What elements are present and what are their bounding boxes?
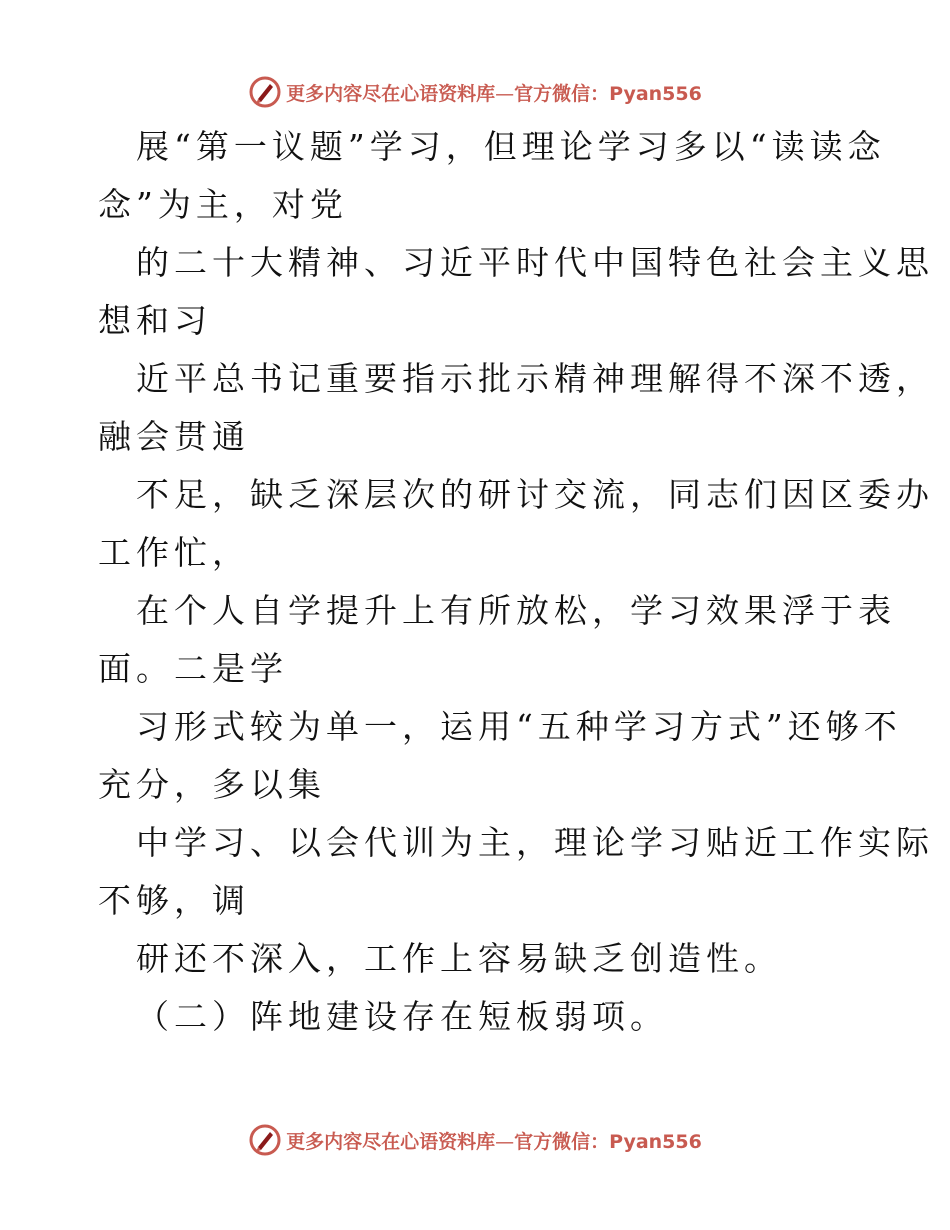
pen-circle-icon bbox=[248, 75, 282, 109]
body-line: 想和习 bbox=[98, 301, 212, 340]
section-heading: （二）阵地建设存在短板弱项。 bbox=[136, 997, 668, 1036]
watermark-text: 更多内容尽在心语资料库—官方微信：Pyan556 bbox=[286, 1130, 702, 1153]
body-line: 在个人自学提升上有所放松，学习效果浮于表 bbox=[136, 591, 896, 630]
body-line: 念”为主，对党 bbox=[98, 185, 348, 224]
pen-circle-icon bbox=[248, 1123, 282, 1157]
header-watermark bbox=[0, 72, 950, 112]
body-line: 充分，多以集 bbox=[98, 765, 326, 804]
body-line: 不足，缺乏深层次的研讨交流，同志们因区委办 bbox=[136, 475, 934, 514]
body-line: 的二十大精神、习近平时代中国特色社会主义思 bbox=[136, 243, 934, 282]
body-line: 不够，调 bbox=[98, 881, 250, 920]
body-line: 展“第一议题”学习，但理论学习多以“读读念 bbox=[136, 127, 886, 166]
watermark-text: 更多内容尽在心语资料库—官方微信：Pyan556 bbox=[286, 82, 702, 105]
body-line: 研还不深入，工作上容易缺乏创造性。 bbox=[136, 939, 782, 978]
body-line: 融会贯通 bbox=[98, 417, 250, 456]
body-line: 中学习、以会代训为主，理论学习贴近工作实际 bbox=[136, 823, 934, 862]
document-body bbox=[98, 118, 934, 1046]
body-line: 习形式较为单一，运用“五种学习方式”还够不 bbox=[136, 707, 902, 746]
body-line: 近平总书记重要指示批示精神理解得不深不透， bbox=[136, 359, 934, 398]
body-line: 面。二是学 bbox=[98, 649, 288, 688]
body-line: 工作忙， bbox=[98, 533, 250, 572]
footer-watermark bbox=[0, 1120, 950, 1160]
